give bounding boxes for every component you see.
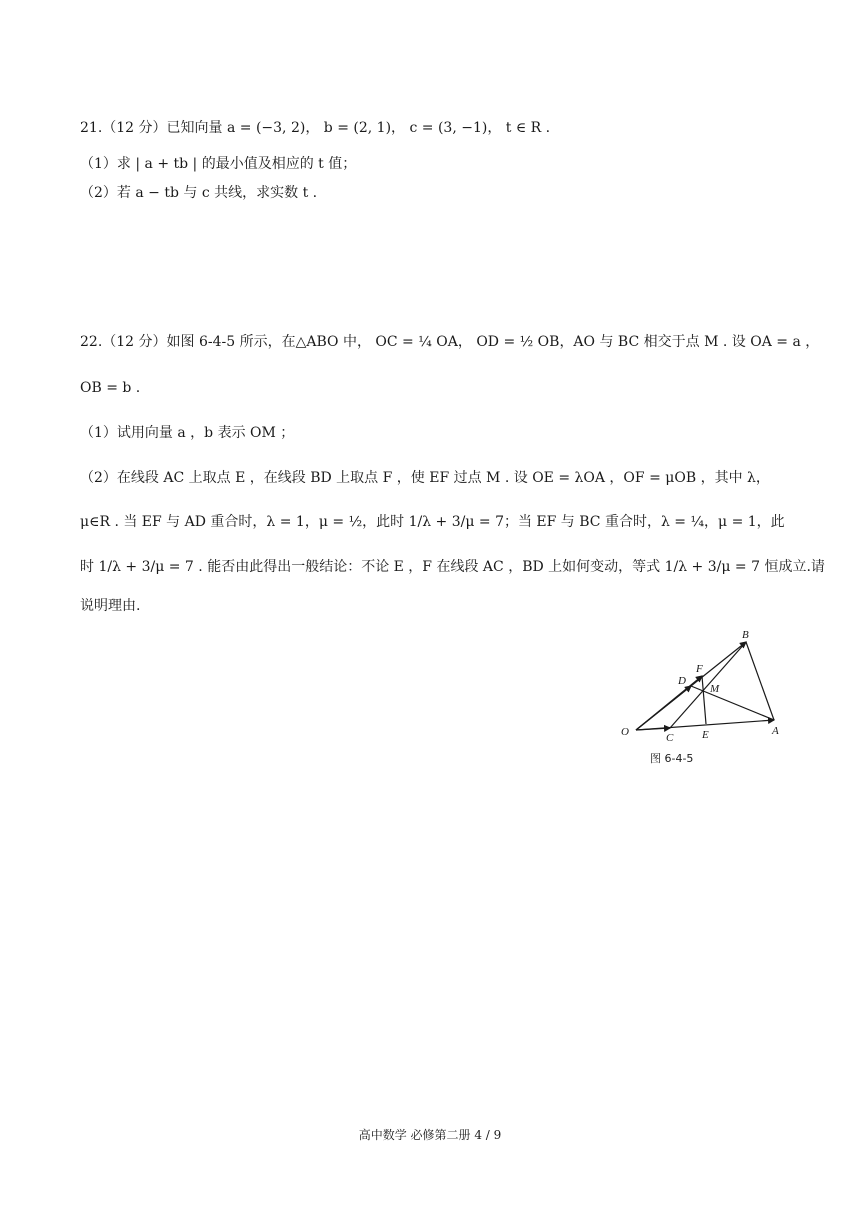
q21-part1: （1）求 | a + tb | 的最小值及相应的 t 值；: [80, 156, 357, 172]
label-m: M: [710, 683, 720, 695]
label-b: B: [742, 629, 749, 641]
q22-part2-line3: 时 1/λ + 3/μ = 7 . 能否由此得出一般结论：不论 E ，F 在线段 AC ，BD 上如何变动，等式 1/λ + 3/μ = 7 恒成立.请: [80, 559, 825, 575]
q21-a-value: a = (−3, 2): [226, 120, 306, 136]
q22-part2-line1: （2）在线段 AC 上取点 E ，在线段 BD 上取点 F ，使 EF 过点 M . 设 OE = λOA ，OF = μOB ，其中 λ，: [80, 470, 770, 486]
q22-ob-b: OB = b .: [80, 380, 141, 396]
q21-part2: （2）若 a − tb 与 c 共线，求实数 t .: [80, 185, 318, 201]
segment-ef: [702, 676, 706, 724]
q21-b-value: b = (2, 1): [323, 120, 392, 136]
q22-part1: （1）试用向量 a ，b 表示 OM ；: [80, 425, 295, 441]
page-footer: 高中数学 必修第二册 4 / 9: [358, 1128, 502, 1142]
q22-od-equation: OD = ½ OB: [476, 334, 560, 350]
q21-header: 21.（12 分）已知向量 a = (−3, 2)， b = (2, 1)， c = (3, −1)， t ∈ R .: [80, 120, 551, 136]
label-f: F: [696, 663, 703, 675]
q22-head-text: 22.（12 分）如图 6-4-5 所示，在△ABO 中，: [80, 334, 371, 350]
q22-mid-text: ，AO 与 BC 相交于点 M . 设 OA = a ，: [559, 334, 820, 350]
label-e: E: [702, 729, 709, 741]
q21-t-set: t ∈ R .: [505, 120, 551, 136]
q21-head-text: 21.（12 分）已知向量: [80, 120, 223, 136]
q22-part2-line4: 说明理由.: [80, 598, 141, 614]
q22-oc-equation: OC = ¼ OA: [375, 334, 458, 350]
figure-caption: 图 6-4-5: [650, 752, 694, 765]
q22-part2-line2: μ∈R . 当 EF 与 AD 重合时，λ = 1，μ = ½，此时 1/λ + 3/μ = 7；当 EF 与 BC 重合时，λ = ¼，μ = 1，此: [80, 514, 785, 530]
label-d: D: [678, 675, 686, 687]
q21-c-value: c = (3, −1): [409, 120, 488, 136]
label-c: C: [666, 732, 674, 744]
label-o: O: [621, 726, 629, 738]
triangle-figure: [616, 624, 796, 772]
segment-ab: [746, 642, 774, 720]
q22-header: 22.（12 分）如图 6-4-5 所示，在△ABO 中， OC = ¼ OA， OD = ½ OB，AO 与 BC 相交于点 M . 设 OA = a ，: [80, 334, 820, 350]
label-a: A: [772, 725, 779, 737]
